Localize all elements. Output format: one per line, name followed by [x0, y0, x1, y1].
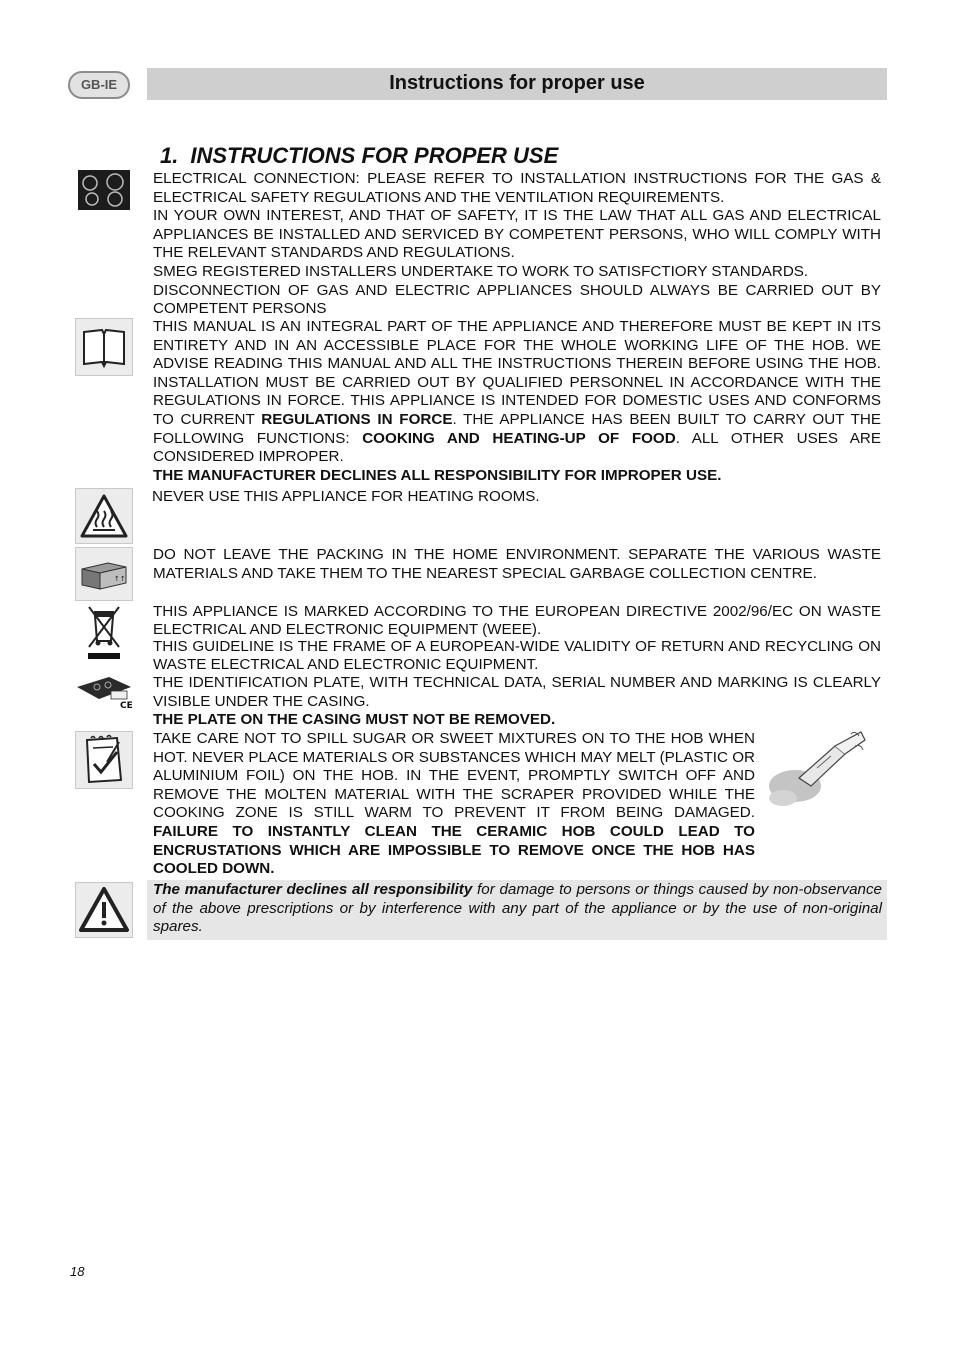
weee-block [153, 603, 881, 673]
ce-plate-icon [75, 672, 133, 710]
failure-to-clean: FAILURE TO INSTANTLY CLEAN THE CERAMIC HOB COULD LEAD TO ENCRUSTATIONS WHICH ARE IMPOSSIBLE TO REMOVE ONCE THE HOB HAS COOLED DOWN. [153, 822, 755, 878]
paragraph-law-competent-persons: IN YOUR OWN INTEREST, AND THAT OF SAFETY, IT IS THE LAW THAT ALL GAS AND ELECTRICAL APPLIANCES BE INSTALLED AND SERVICED BY COMPETENT PERSONS, WHO WILL COMPLY WITH THE RELEVANT STANDARDS AND REGULATIONS. [153, 207, 881, 262]
packing-box-icon [75, 547, 133, 601]
paragraph-registered-installers: SMEG REGISTERED INSTALLERS UNDERTAKE TO WORK TO SATISFCTIORY STANDARDS. [153, 262, 809, 280]
paragraph-disconnection: DISCONNECTION OF GAS AND ELECTRIC APPLIANCES SHOULD ALWAYS BE CARRIED OUT BY COMPETENT PERSONS [153, 281, 881, 318]
spill-text: TAKE CARE NOT TO SPILL SUGAR OR SWEET MIXTURES ON TO THE HOB WHEN HOT. NEVER PLACE MATERIALS OR SUBSTANCES WHICH MAY MELT (PLASTIC OR ALUMINIUM FOIL) ON THE HOB. IN THE EVENT, PROMPTLY SWITCH OFF AND REMOVE THE MOLTEN MATERIAL WITH THE SCRAPER PROVIDED WHILE THE COOKING ZONE IS STILL WARM TO PREVENT IT FROM BEING DAMAGED. [153, 730, 755, 822]
warning-bold: The manufacturer declines all responsibility [153, 881, 473, 898]
language-badge: GB-IE [68, 71, 130, 99]
paragraph-electrical-connection: ELECTRICAL CONNECTION: PLEASE REFER TO INSTALLATION INSTRUCTIONS FOR THE GAS & ELECTRICAL SAFETY REGULATIONS AND THE VENTILATION REQUIREMENTS. [153, 170, 881, 206]
paragraph-weee-directive: THIS APPLIANCE IS MARKED ACCORDING TO THE EUROPEAN DIRECTIVE 2002/96/EC ON WASTE ELECTRICAL AND ELECTRONIC EQUIPMENT (WEEE). [153, 603, 881, 638]
paragraph-manufacturer-declines: THE MANUFACTURER DECLINES ALL RESPONSIBILITY FOR IMPROPER USE. [153, 466, 722, 484]
svg-text:CE: CE [120, 701, 133, 709]
hot-surface-icon [75, 488, 133, 544]
page-number: 18 [70, 1264, 85, 1279]
paragraph-plate-not-removed: THE PLATE ON THE CASING MUST NOT BE REMOVED. [153, 711, 556, 729]
manual-block [153, 318, 881, 485]
scraper-icon [765, 728, 869, 810]
section-title [160, 143, 558, 169]
warning-triangle-icon [75, 882, 133, 938]
manual-book-icon [75, 318, 133, 376]
ceramic-hob-icon [75, 170, 133, 210]
notepad-check-icon [75, 731, 133, 789]
manual-text-2: . THE APPLIANCE HAS BEEN BUILT TO CARRY OUT THE FOLLOWING FUNCTIONS: [153, 410, 881, 447]
manual-text-3: . ALL OTHER USES ARE CONSIDERED IMPROPER. [153, 429, 881, 466]
paragraph-packing: DO NOT LEAVE THE PACKING IN THE HOME ENVIRONMENT. SEPARATE THE VARIOUS WASTE MATERIALS AND TAKE THEM TO THE NEAREST SPECIAL GARBAGE COLLECTION CENTRE. [153, 546, 881, 582]
regulations-in-force: REGULATIONS IN FORCE [261, 410, 453, 428]
cooking-and-heating: COOKING AND HEATING-UP OF FOOD [362, 429, 676, 447]
manual-text: THIS MANUAL IS AN INTEGRAL PART OF THE APPLIANCE AND THEREFORE MUST BE KEPT IN ITS ENTIRETY AND IN AN ACCESSIBLE PLACE FOR THE WHOLE WORKING LIFE OF THE HOB. WE ADVISE READING THIS MANUAL AND ALL THE INSTRUCTIONS THEREIN BEFORE USING THE HOB. INSTALLATION MUST BE CARRIED OUT BY QUALIFIED PERSONNEL IN ACCORDANCE WITH THE REGULATIONS IN FORCE. THIS APPLIANCE IS INTENDED FOR DOMESTIC USES AND CONFORMS TO CURRENT [153, 318, 881, 428]
electrical-connection-block [153, 170, 881, 319]
paragraph-heating-rooms: NEVER USE THIS APPLIANCE FOR HEATING ROOMS. [152, 488, 540, 505]
paragraph-manual [153, 318, 881, 467]
paragraph-weee-guideline: THIS GUIDELINE IS THE FRAME OF A EUROPEAN-WIDE VALIDITY OF RETURN AND RECYCLING ON WASTE ELECTRICAL AND ELECTRONIC EQUIPMENT. [153, 638, 881, 673]
svg-text:↑↑: ↑↑ [114, 575, 126, 583]
page-header: Instructions for proper use [147, 68, 887, 100]
paragraph-identification-plate: THE IDENTIFICATION PLATE, WITH TECHNICAL DATA, SERIAL NUMBER AND MARKING IS CLEARLY VISIBLE UNDER THE CASING. [153, 674, 881, 710]
warning-text [153, 881, 882, 937]
weee-bin-icon [75, 603, 133, 661]
section-title-text: INSTRUCTIONS FOR PROPER USE [190, 143, 559, 168]
section-number: 1. [160, 143, 179, 168]
paragraph-spill [153, 730, 755, 879]
plate-block [153, 674, 881, 730]
warning-rest: for damage to persons or things caused by non-observance of the above prescriptions or by interference with any part of the appliance or by the use of non-original spares. [153, 881, 883, 936]
